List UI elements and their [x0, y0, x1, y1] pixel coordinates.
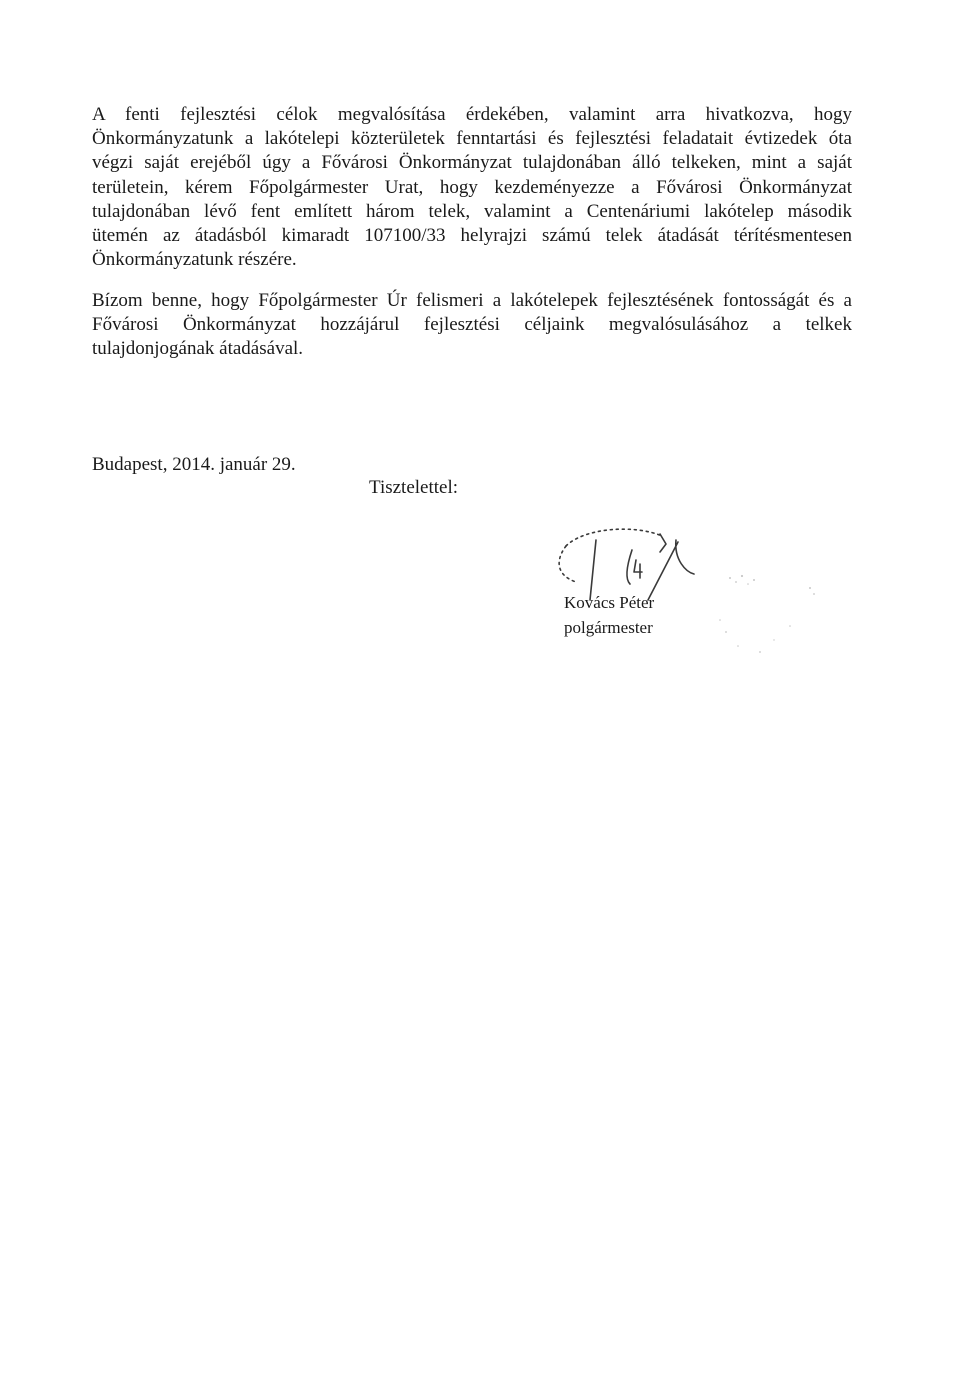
signatory-title: polgármester — [564, 618, 653, 637]
faded-stamp-marks — [690, 560, 830, 680]
closing-salutation: Tisztelettel: — [369, 477, 459, 498]
paragraph-line: tulajdonjogának átadásával. — [92, 338, 304, 360]
paragraph-line: Önkormányzatunk a lakótelepi közterületek fenntartási és fejlesztési feladatait évtizedek óta — [92, 128, 852, 150]
paragraph-line: A fenti fejlesztési célok megvalósítása érdekében, valamint arra hivatkozva, hogy — [92, 104, 852, 125]
body-paragraph-1 — [92, 103, 852, 272]
paragraph-line: végzi saját erejéből úgy a Fővárosi Önkormányzat tulajdonában álló telkeken, mint a saját — [92, 152, 852, 174]
body-paragraph-2 — [92, 289, 852, 362]
place-and-date: Budapest, 2014. január 29. — [92, 454, 296, 475]
paragraph-line: tulajdonában lévő fent említett három telek, valamint a Centenáriumi lakótelep második — [92, 200, 852, 222]
paragraph-line: Bízom benne, hogy Főpolgármester Úr felismeri a lakótelepek fejlesztésének fontosságát és a — [92, 290, 852, 311]
paragraph-line: területein, kérem Főpolgármester Urat, hogy kezdeményezze a Fővárosi Önkormányzat — [92, 176, 852, 198]
signature-block — [564, 590, 654, 640]
paragraph-line: Önkormányzatunk részére. — [92, 249, 297, 271]
paragraph-line: Fővárosi Önkormányzat hozzájárul fejlesztési céljaink megvalósulásához a telkek — [92, 314, 852, 336]
signatory-name: Kovács Péter — [564, 593, 655, 612]
paragraph-line: ütemén az átadásból kimaradt 107100/33 helyrajzi számú telek átadását térítésmentesen — [92, 225, 852, 247]
